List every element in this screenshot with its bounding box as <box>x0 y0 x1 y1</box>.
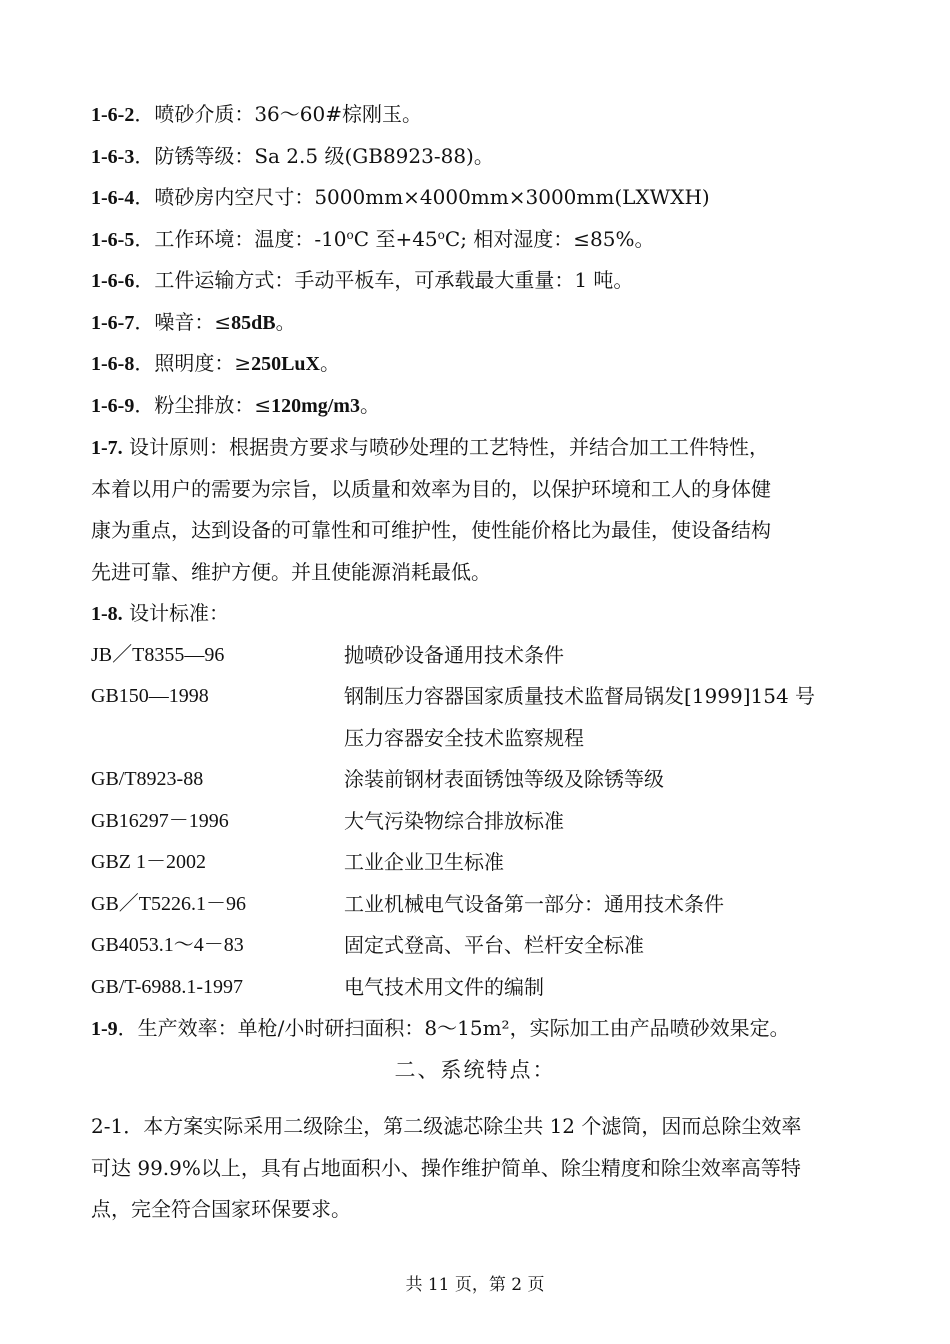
item-number: 1-6-7 <box>91 312 135 334</box>
standard-code: GB16297－1996 <box>91 810 229 832</box>
item-number: 1-7. <box>91 437 123 459</box>
item-number: 1-6-8 <box>91 353 135 375</box>
paragraph-line: 设计原则：根据贵方要求与喷砂处理的工艺特性，并结合加工工件特性， <box>122 435 770 459</box>
item-number: 1-8. <box>91 603 123 625</box>
spec-item <box>91 227 871 252</box>
item-text: ．喷砂介质：36～60#棕刚玉。 <box>134 102 422 126</box>
principle-paragraph <box>91 435 871 460</box>
item-number: 1-6-3 <box>91 146 135 168</box>
standard-description: 工业机械电气设备第一部分：通用技术条件 <box>344 892 724 916</box>
standard-description: 压力容器安全技术监察规程 <box>344 726 584 750</box>
standard-code: GB/T8923-88 <box>91 768 204 790</box>
standard-description: 电气技术用文件的编制 <box>344 975 544 999</box>
standard-description: 钢制压力容器国家质量技术监督局锅发[1999]154 号 <box>344 684 816 708</box>
item-number: 1-6-2 <box>91 104 135 126</box>
header-text: 设计标准： <box>122 601 230 625</box>
spec-item <box>91 351 871 376</box>
item-text: ．防锈等级：Sa 2.5 级(GB8923-88)。 <box>134 144 494 168</box>
spec-item <box>91 185 871 210</box>
spec-item <box>91 102 871 127</box>
item-text: ．生产效率：单枪/小时研扫面积：8～15m²，实际加工由产品喷砂效果定。 <box>117 1016 790 1040</box>
standard-description: 涂装前钢材表面锈蚀等级及除锈等级 <box>344 767 664 791</box>
standard-description: 工业企业卫生标准 <box>344 850 504 874</box>
standard-description: 大气污染物综合排放标准 <box>344 809 564 833</box>
standard-code: GB/T-6988.1-1997 <box>91 976 244 998</box>
spec-item <box>91 310 871 335</box>
item-number: 1-6-4 <box>91 187 135 209</box>
item-value: 250LuX <box>251 353 320 375</box>
standard-code: JB／T8355—96 <box>91 644 225 666</box>
item-text: 。 <box>275 310 296 334</box>
standard-code: GB4053.1～4－83 <box>91 934 244 956</box>
degree-mark: o <box>346 228 354 242</box>
item-text: 。 <box>359 393 380 417</box>
paragraph-line: 2-1．本方案实际采用二级除尘，第二级滤芯除尘共 12 个滤筒，因而总除尘效率 <box>91 1114 802 1138</box>
standard-code: GBZ 1－2002 <box>91 851 206 873</box>
standard-description: 抛喷砂设备通用技术条件 <box>344 643 564 667</box>
spec-item <box>91 144 871 169</box>
paragraph-line: 可达 99.9%以上，具有占地面积小、操作维护简单、除尘精度和除尘效率高等特 <box>91 1156 801 1180</box>
item-text: ．噪音：≤ <box>134 310 232 334</box>
degree-mark: o <box>437 228 445 242</box>
item-text: 。 <box>320 351 340 375</box>
item-text: ．照明度：≥ <box>134 351 252 375</box>
standard-code: GB／T5226.1－96 <box>91 893 246 915</box>
item-number: 1-6-6 <box>91 270 135 292</box>
item-text: C; 相对湿度：≤85%。 <box>444 227 655 251</box>
item-value: 120mg/m3 <box>271 395 360 417</box>
paragraph-line: 康为重点，达到设备的可靠性和可维护性，使性能价格比为最佳，使设备结构 <box>91 518 771 542</box>
item-text: ．粉尘排放：≤ <box>134 393 272 417</box>
paragraph-line: 点，完全符合国家环保要求。 <box>91 1197 351 1221</box>
item-text: ．工件运输方式：手动平板车，可承载最大重量：1 吨。 <box>134 268 634 292</box>
spec-item <box>91 268 871 293</box>
spec-item <box>91 393 871 418</box>
efficiency-item <box>91 1016 871 1041</box>
item-number: 1-6-5 <box>91 229 135 251</box>
item-value: 85dB <box>231 312 276 334</box>
standards-header <box>91 601 871 626</box>
section-heading: 二、系统特点： <box>394 1058 556 1082</box>
standard-description: 固定式登高、平台、栏杆安全标准 <box>344 933 644 957</box>
item-number: 1-9 <box>91 1018 118 1040</box>
item-number: 1-6-9 <box>91 395 135 417</box>
standard-code: GB150—1998 <box>91 685 209 707</box>
item-text: ．工作环境：温度：-10 <box>134 227 347 251</box>
paragraph-line: 先进可靠、维护方便。并且使能源消耗最低。 <box>91 560 491 584</box>
item-text: ．喷砂房内空尺寸：5000mm×4000mm×3000mm(LXWXH) <box>134 185 710 209</box>
page-footer: 共 11 页，第 2 页 <box>405 1275 545 1295</box>
item-text: C 至+45 <box>353 227 438 251</box>
paragraph-line: 本着以用户的需要为宗旨，以质量和效率为目的，以保护环境和工人的身体健 <box>91 477 771 501</box>
